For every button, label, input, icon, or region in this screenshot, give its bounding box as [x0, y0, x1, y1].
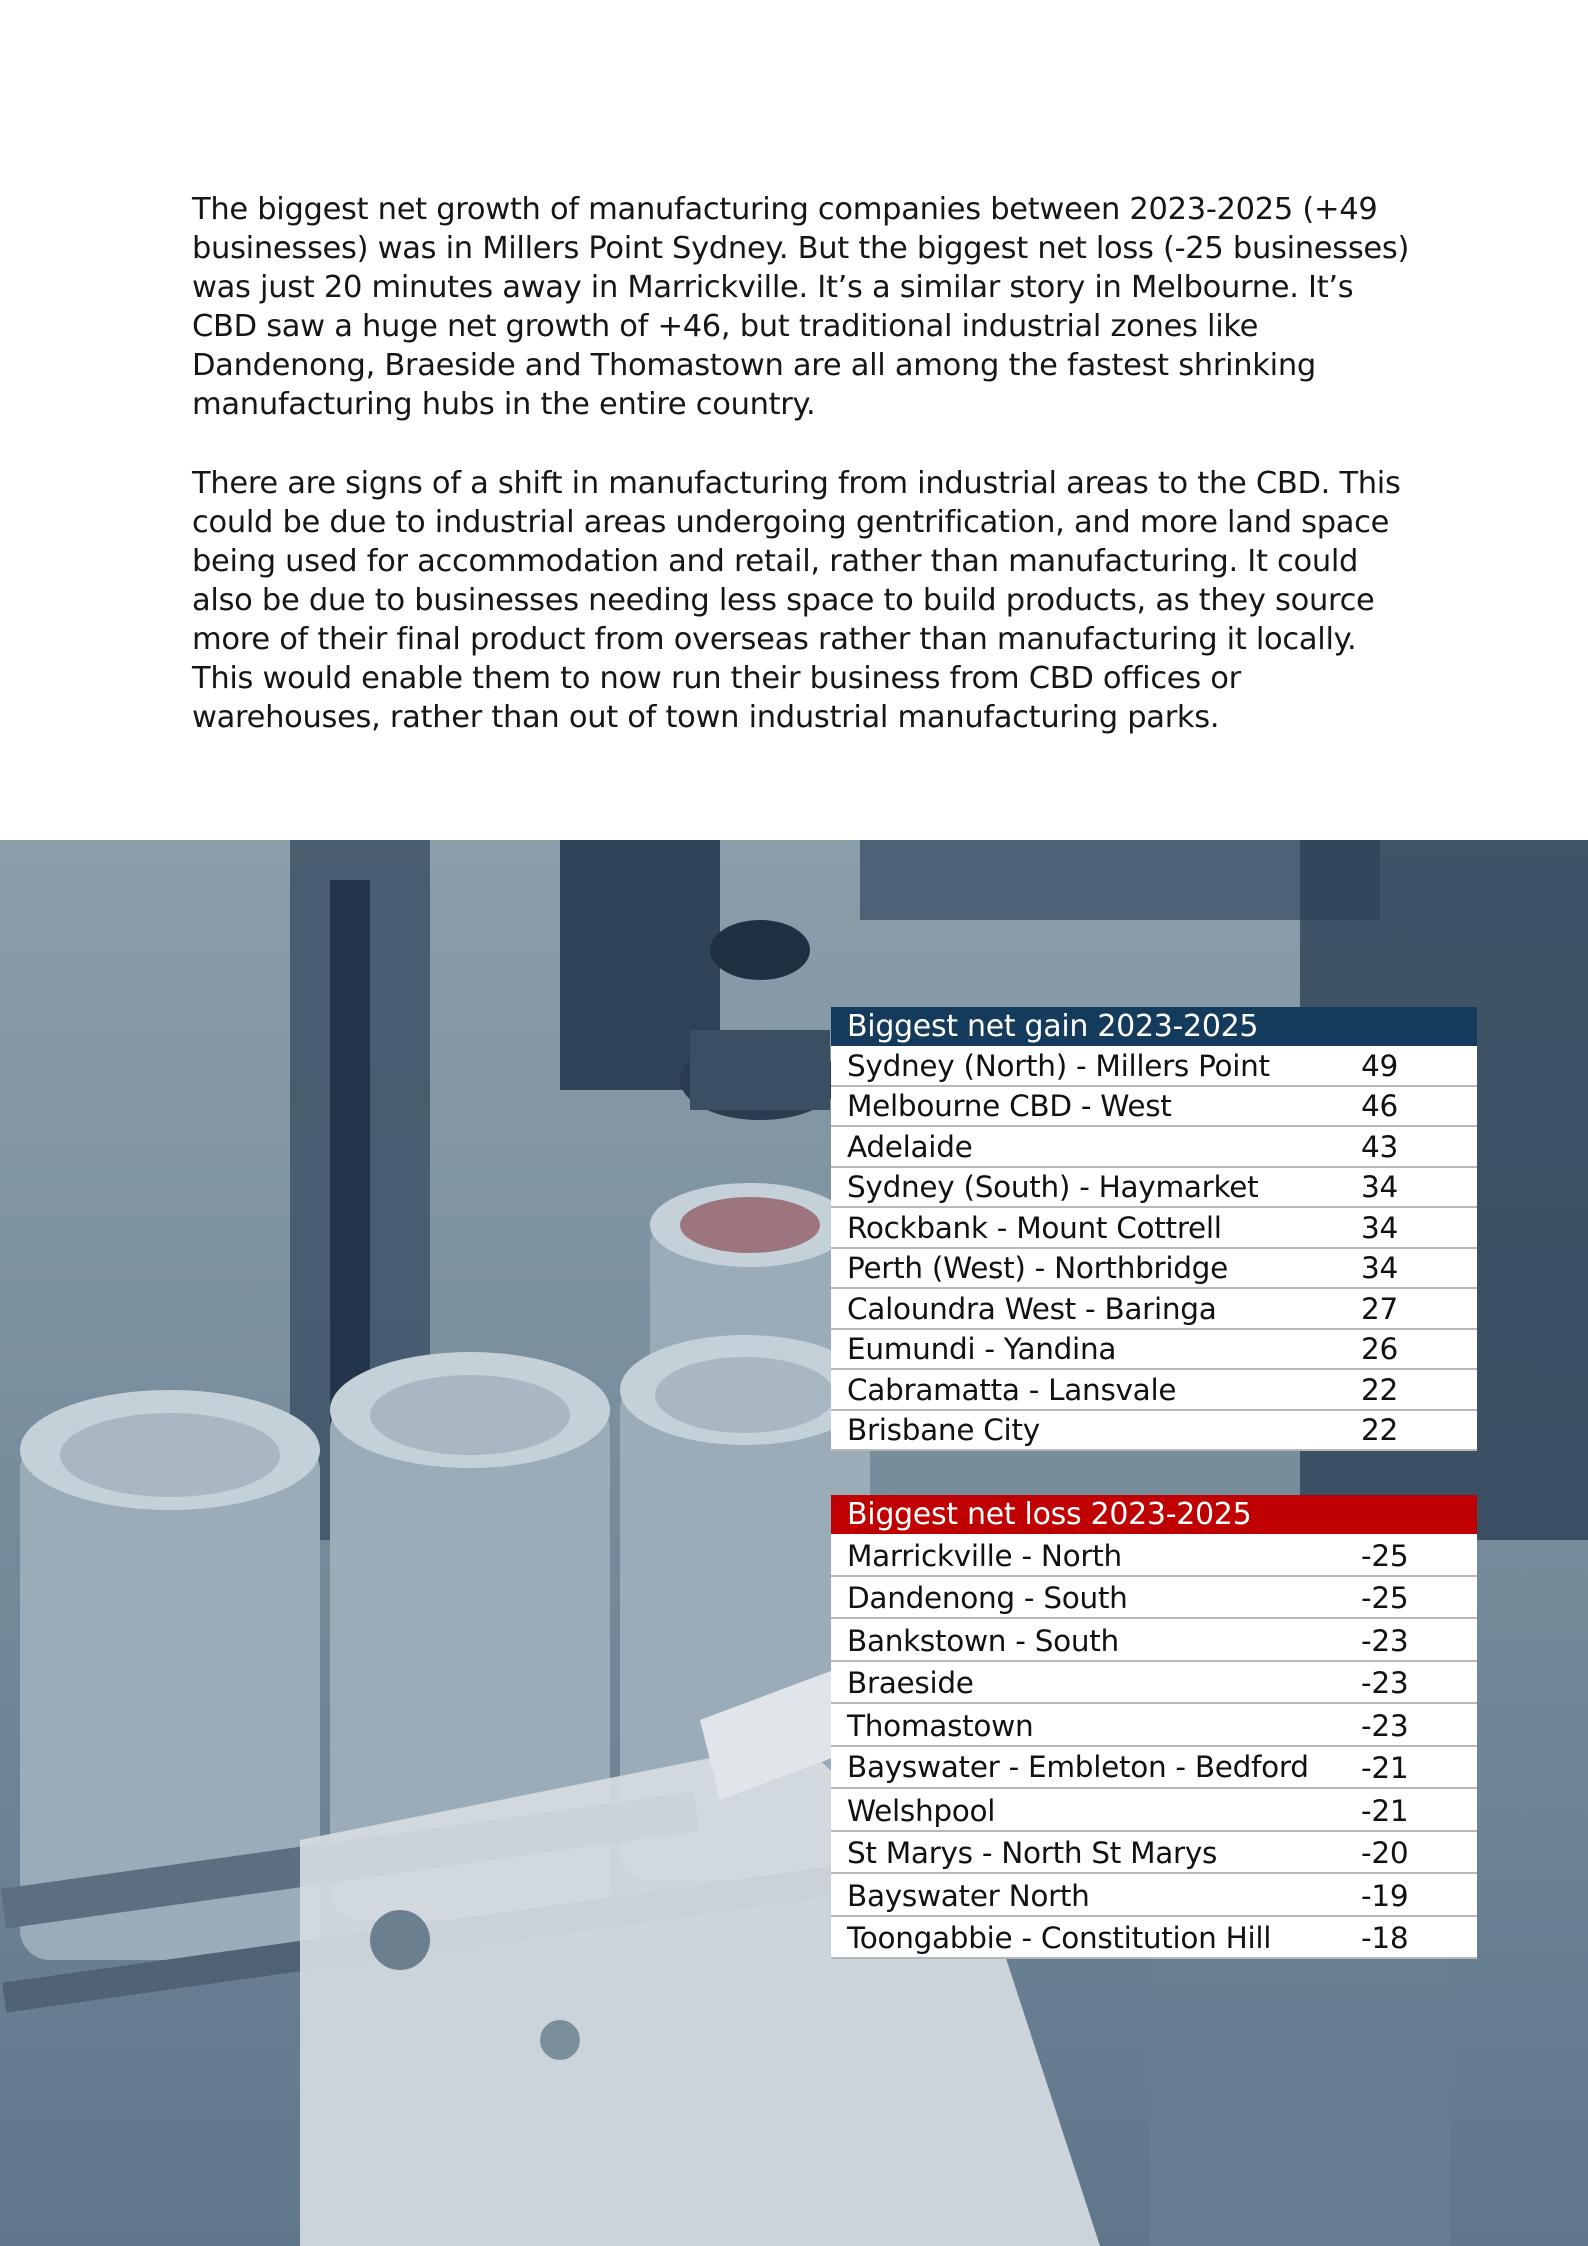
net-change-value: 43	[1361, 1129, 1398, 1164]
net-change-value: 34	[1361, 1210, 1398, 1245]
region-name: Caloundra West - Baringa	[847, 1291, 1217, 1326]
net-change-value: -23	[1361, 1666, 1409, 1700]
region-name: Bankstown - South	[847, 1623, 1119, 1658]
net-change-value: -25	[1361, 1581, 1409, 1615]
net-change-value: 34	[1361, 1170, 1398, 1204]
region-name: Sydney (North) - Millers Point	[847, 1048, 1270, 1083]
net-change-value: -20	[1361, 1836, 1409, 1870]
net-change-value: 34	[1361, 1251, 1398, 1285]
net-change-value: 22	[1361, 1372, 1398, 1407]
net-change-value: 22	[1361, 1413, 1398, 1447]
region-name: Welshpool	[847, 1793, 996, 1828]
region-name: Rockbank - Mount Cottrell	[847, 1210, 1222, 1245]
table-row	[831, 1789, 1477, 1832]
net-gain-table	[831, 1007, 1477, 1451]
table-row	[831, 1168, 1477, 1209]
net-gain-table-title: Biggest net gain 2023-2025	[831, 1007, 1477, 1046]
table-row	[831, 1289, 1477, 1330]
table-row	[831, 1577, 1477, 1620]
region-name: Melbourne CBD - West	[847, 1089, 1172, 1123]
region-name: St Marys - North St Marys	[847, 1836, 1218, 1870]
net-change-value: 46	[1361, 1089, 1398, 1123]
region-name: Bayswater North	[847, 1878, 1090, 1913]
region-name: Brisbane City	[847, 1413, 1040, 1447]
table-row	[831, 1411, 1477, 1452]
table-row	[831, 1832, 1477, 1875]
net-change-value: -18	[1361, 1921, 1409, 1955]
table-row	[831, 1046, 1477, 1087]
net-change-value: 27	[1361, 1291, 1398, 1326]
paragraph-1: The biggest net growth of manufacturing companies between 2023-2025 (+49 businesses) was in Millers Point Sydney. But the biggest net loss (-25 businesses) was just 20 minutes away in Marrickville. It’s a similar story in Melbourne. It’s CBD saw a huge net growth of +46, but traditional industrial zones like Dandenong, Braeside and Thomastown are all among the fastest shrinking manufacturing hubs in the entire country.	[192, 192, 1410, 422]
region-name: Braeside	[847, 1666, 974, 1700]
table-row	[831, 1208, 1477, 1249]
table-row	[831, 1704, 1477, 1747]
body-text	[192, 190, 1422, 777]
table-row	[831, 1087, 1477, 1128]
net-loss-table	[831, 1495, 1477, 1959]
table-row	[831, 1619, 1477, 1662]
table-row	[831, 1874, 1477, 1917]
net-change-value: -23	[1361, 1623, 1409, 1658]
table-row	[831, 1330, 1477, 1371]
region-name: Sydney (South) - Haymarket	[847, 1170, 1259, 1204]
region-name: Marrickville - North	[847, 1538, 1122, 1573]
table-row	[831, 1249, 1477, 1290]
net-change-value: -19	[1361, 1878, 1409, 1913]
net-change-value: -21	[1361, 1793, 1409, 1828]
net-change-value: -23	[1361, 1708, 1409, 1743]
region-name: Thomastown	[847, 1708, 1034, 1743]
paragraph-2: There are signs of a shift in manufacturing from industrial areas to the CBD. This could be due to industrial areas undergoing gentrification, and more land space being used for accommodation and retail, rather than manufacturing. It could also be due to businesses needing less space to build products, as they source more of their final product from overseas rather than manufacturing it locally. This would enable them to now run their business from CBD offices or warehouses, rather than out of town industrial manufacturing parks.	[192, 466, 1401, 735]
table-row	[831, 1534, 1477, 1577]
region-name: Dandenong - South	[847, 1581, 1128, 1615]
region-name: Eumundi - Yandina	[847, 1332, 1117, 1366]
table-row	[831, 1127, 1477, 1168]
net-change-value: -21	[1361, 1751, 1409, 1785]
net-change-value: 26	[1361, 1332, 1398, 1366]
net-change-value: -25	[1361, 1538, 1409, 1573]
region-name: Cabramatta - Lansvale	[847, 1372, 1177, 1407]
region-name: Perth (West) - Northbridge	[847, 1251, 1228, 1285]
region-name: Bayswater - Embleton - Bedford	[847, 1750, 1309, 1784]
table-row	[831, 1917, 1477, 1960]
net-loss-table-title: Biggest net loss 2023-2025	[831, 1495, 1477, 1534]
table-row	[831, 1662, 1477, 1705]
region-name: Toongabbie - Constitution Hill	[847, 1921, 1272, 1955]
net-change-value: 49	[1361, 1048, 1398, 1083]
table-row	[831, 1370, 1477, 1411]
region-name: Adelaide	[847, 1129, 973, 1164]
table-row	[831, 1747, 1477, 1790]
